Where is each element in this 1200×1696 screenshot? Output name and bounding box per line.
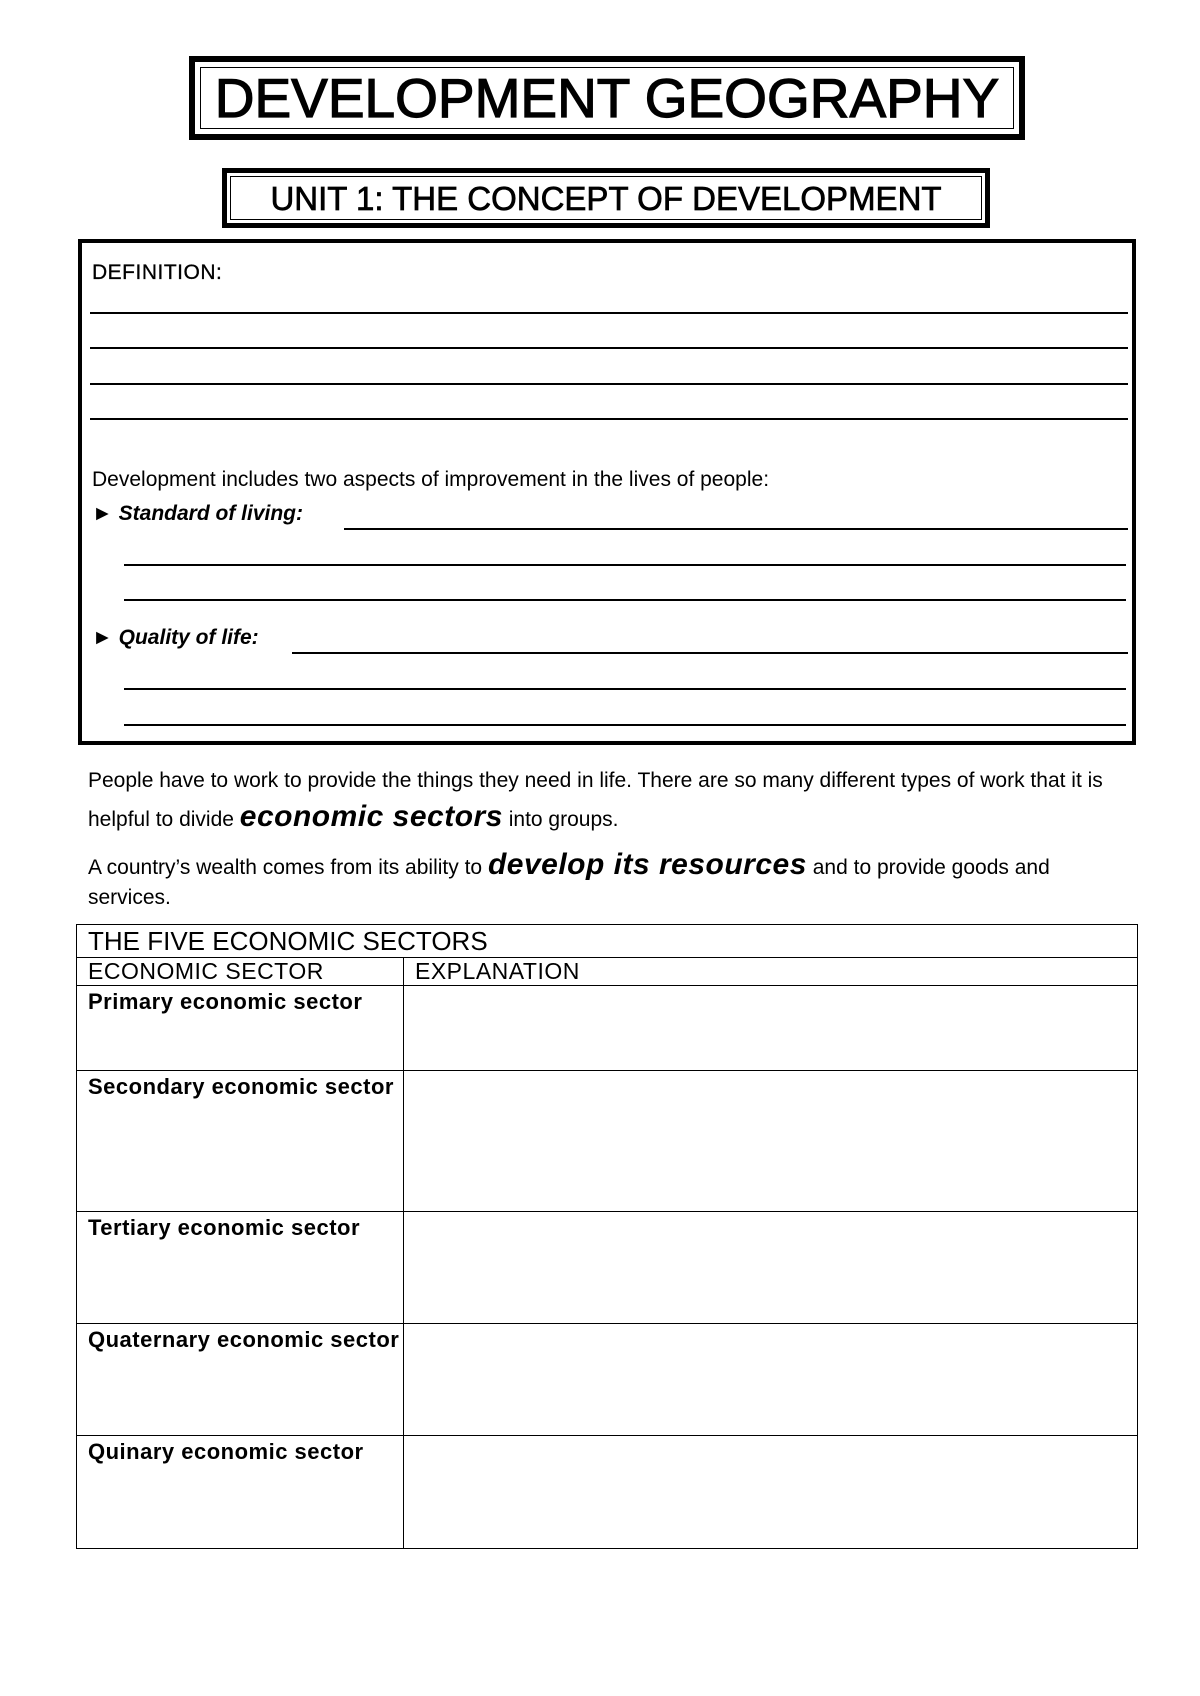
bullet-arrow-icon: ► — [92, 626, 113, 649]
explanation-cell[interactable] — [404, 1324, 1138, 1436]
aspect-label: Standard of living: — [118, 502, 303, 525]
paragraph-economic-sectors — [88, 763, 1138, 838]
emphasis-text: develop its resources — [487, 848, 807, 881]
paragraph-wealth — [88, 850, 1138, 913]
standard-write-line-1 — [344, 528, 1128, 530]
paragraph-text: A country’s wealth comes from its ability to — [88, 856, 488, 879]
unit-title-box — [222, 168, 990, 228]
table-row — [77, 986, 1138, 1071]
quality-write-line-1 — [292, 652, 1128, 654]
table-row — [77, 1071, 1138, 1212]
main-title-box — [189, 56, 1025, 140]
table-header-row — [77, 958, 1138, 986]
column-header-explanation: EXPLANATION — [404, 958, 1138, 986]
definition-write-line-2 — [90, 347, 1128, 349]
sector-name: Primary economic sector — [77, 986, 404, 1071]
aspect-label: Quality of life: — [118, 626, 259, 649]
standard-write-line-3 — [124, 599, 1126, 601]
economic-sectors-table — [76, 924, 1138, 1549]
sector-name: Quinary economic sector — [77, 1436, 404, 1549]
definition-box — [78, 239, 1136, 745]
paragraph-text: and to provide goods and services. — [88, 856, 1050, 909]
definition-label: DEFINITION: — [92, 261, 223, 284]
explanation-cell[interactable] — [404, 1071, 1138, 1212]
table-row — [77, 1212, 1138, 1324]
emphasis-text: economic sectors — [239, 800, 503, 833]
aspect-quality-of-life — [92, 626, 259, 650]
quality-write-line-3 — [124, 724, 1126, 726]
definition-write-line-1 — [90, 312, 1128, 314]
table-title-row — [77, 925, 1138, 958]
column-header-sector: ECONOMIC SECTOR — [77, 958, 404, 986]
sector-name: Tertiary economic sector — [77, 1212, 404, 1324]
aspect-standard-of-living — [92, 502, 303, 526]
development-intro: Development includes two aspects of improvement in the lives of people: — [92, 468, 770, 491]
bullet-arrow-icon: ► — [92, 502, 113, 525]
sector-name: Quaternary economic sector — [77, 1324, 404, 1436]
sector-name: Secondary economic sector — [77, 1071, 404, 1212]
table-row — [77, 1436, 1138, 1549]
definition-write-line-3 — [90, 383, 1128, 385]
standard-write-line-2 — [124, 564, 1126, 566]
table-row — [77, 1324, 1138, 1436]
table-title: THE FIVE ECONOMIC SECTORS — [77, 925, 1138, 958]
quality-write-line-2 — [124, 688, 1126, 690]
paragraph-text: into groups. — [502, 808, 619, 831]
explanation-cell[interactable] — [404, 1436, 1138, 1549]
unit-title: UNIT 1: THE CONCEPT OF DEVELOPMENT — [270, 179, 942, 217]
definition-write-line-4 — [90, 418, 1128, 420]
explanation-cell[interactable] — [404, 1212, 1138, 1324]
explanation-cell[interactable] — [404, 986, 1138, 1071]
paragraph-text: People have to work to provide the things they need in life. There are so many different types of work that it is helpful to divide — [88, 769, 1103, 831]
main-title: DEVELOPMENT GEOGRAPHY — [214, 66, 1000, 129]
